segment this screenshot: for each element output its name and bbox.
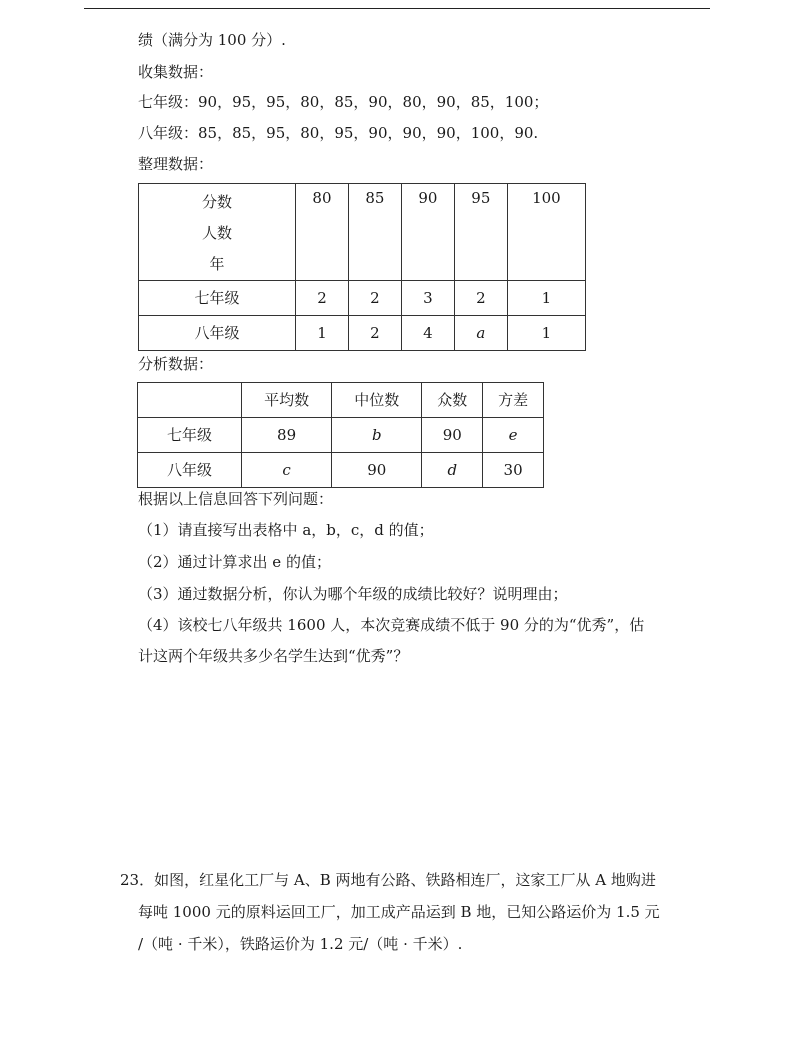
table-cell: 2 — [348, 316, 401, 351]
row-label: 七年级 — [138, 418, 242, 453]
table-cell: 3 — [401, 281, 454, 316]
organize-heading: 整理数据： — [138, 155, 214, 173]
corner-label-grade: 年 — [209, 255, 225, 273]
grade7-raw-data: 七年级：90，95，95，80，85，90，80，90，85，100； — [138, 93, 549, 111]
score-column-header: 95 — [454, 184, 507, 281]
analysis-column-header: 众数 — [422, 383, 483, 418]
header-rule — [84, 8, 710, 9]
score-column-header: 100 — [507, 184, 585, 281]
question-4-line2: 计这两个年级共多少名学生达到“优秀”？ — [138, 647, 409, 665]
table-cell: 89 — [242, 418, 332, 453]
row-label: 八年级 — [138, 453, 242, 488]
score-header-row — [139, 184, 586, 281]
table-cell: 2 — [296, 281, 349, 316]
table-cell: 1 — [507, 281, 585, 316]
intro-continuation: 绩（满分为 100 分）. — [138, 31, 286, 49]
analysis-column-header: 平均数 — [242, 383, 332, 418]
table-cell: 2 — [454, 281, 507, 316]
question-3: （3）通过数据分析，你认为哪个年级的成绩比较好？说明理由； — [138, 585, 568, 603]
table-cell: 4 — [401, 316, 454, 351]
table-cell: 90 — [332, 453, 422, 488]
problem-23-line2: 每吨 1000 元的原料运回工厂，加工成产品运到 B 地，已知公路运价为 1.5 元 — [138, 903, 660, 921]
problem-23-line3: /（吨 · 千米），铁路运价为 1.2 元/（吨 · 千米）. — [138, 935, 463, 953]
corner-label-score: 分数 — [201, 193, 232, 211]
analysis-header-row — [138, 383, 544, 418]
table-cell: b — [332, 418, 422, 453]
table-row — [139, 316, 586, 351]
table-cell: 2 — [348, 281, 401, 316]
collect-heading: 收集数据： — [138, 63, 214, 81]
row-label: 八年级 — [139, 316, 296, 351]
analyze-heading: 分析数据： — [138, 355, 214, 373]
score-column-header: 80 — [296, 184, 349, 281]
questions-prompt: 根据以上信息回答下列问题： — [138, 490, 334, 508]
table-cell: c — [242, 453, 332, 488]
table-cell: 1 — [507, 316, 585, 351]
score-frequency-table — [138, 183, 586, 351]
table-cell: d — [422, 453, 483, 488]
table-cell: 90 — [422, 418, 483, 453]
question-1: （1）请直接写出表格中 a，b，c，d 的值； — [138, 521, 434, 539]
score-column-header: 90 — [401, 184, 454, 281]
corner-cell — [139, 184, 296, 281]
corner-label-count: 人数 — [201, 224, 232, 242]
table-row — [138, 418, 544, 453]
row-label: 七年级 — [139, 281, 296, 316]
table-cell: a — [454, 316, 507, 351]
table-row — [139, 281, 586, 316]
table-cell: 30 — [483, 453, 544, 488]
question-4-line1: （4）该校七八年级共 1600 人，本次竞赛成绩不低于 90 分的为“优秀”，估 — [138, 616, 645, 634]
empty-corner-cell — [138, 383, 242, 418]
analysis-column-header: 中位数 — [332, 383, 422, 418]
table-row — [138, 453, 544, 488]
analysis-column-header: 方差 — [483, 383, 544, 418]
table-cell: e — [483, 418, 544, 453]
analysis-table — [137, 382, 544, 488]
score-column-header: 85 — [348, 184, 401, 281]
question-2: （2）通过计算求出 e 的值； — [138, 553, 331, 571]
problem-23-line1: 23．如图，红星化工厂与 A、B 两地有公路、铁路相连厂，这家工厂从 A 地购进 — [120, 871, 656, 889]
grade8-raw-data: 八年级：85，85，95，80，95，90，90，90，100，90. — [138, 124, 539, 142]
table-cell: 1 — [296, 316, 349, 351]
